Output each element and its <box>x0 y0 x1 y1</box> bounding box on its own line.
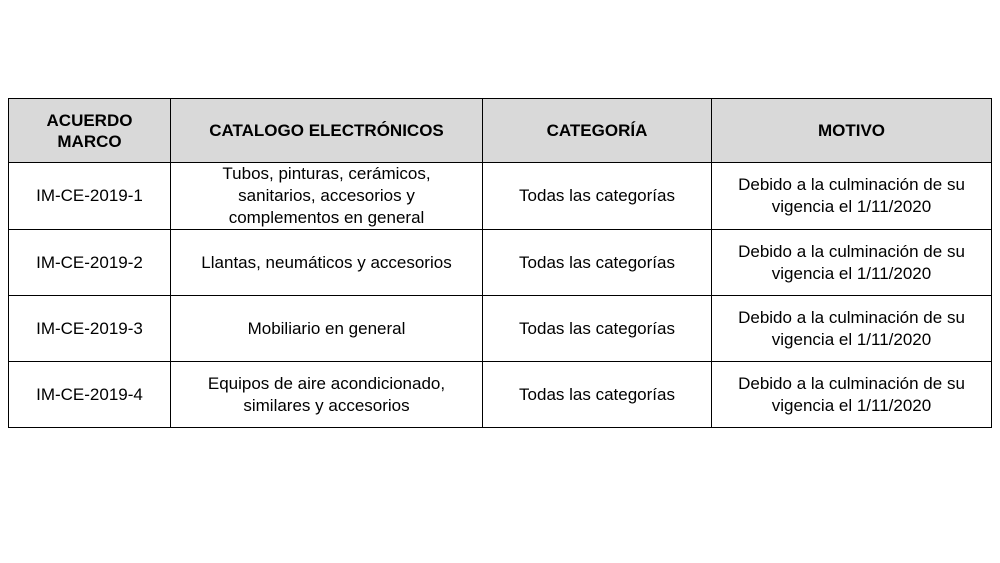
header-catalogo-electronicos: CATALOGO ELECTRÓNICOS <box>171 99 483 163</box>
table-row <box>9 362 992 428</box>
header-row <box>9 99 992 163</box>
cell-catalogo: Tubos, pinturas, cerámicos, sanitarios, accesorios y complementos en general <box>171 163 483 230</box>
header-categoria: CATEGORÍA <box>483 99 712 163</box>
table-row <box>9 230 992 296</box>
cell-categoria: Todas las categorías <box>483 296 712 362</box>
acuerdos-marco-table <box>8 98 992 428</box>
cell-catalogo: Equipos de aire acondicionado, similares y accesorios <box>171 362 483 428</box>
cell-catalogo: Mobiliario en general <box>171 296 483 362</box>
table-row <box>9 163 992 230</box>
cell-motivo: Debido a la culminación de su vigencia el 1/11/2020 <box>712 296 992 362</box>
cell-motivo: Debido a la culminación de su vigencia el 1/11/2020 <box>712 163 992 230</box>
cell-categoria: Todas las categorías <box>483 230 712 296</box>
cell-acuerdo: IM-CE-2019-4 <box>9 362 171 428</box>
table-body <box>9 163 992 428</box>
cell-categoria: Todas las categorías <box>483 362 712 428</box>
cell-motivo: Debido a la culminación de su vigencia el 1/11/2020 <box>712 362 992 428</box>
cell-motivo: Debido a la culminación de su vigencia el 1/11/2020 <box>712 230 992 296</box>
cell-categoria: Todas las categorías <box>483 163 712 230</box>
cell-catalogo: Llantas, neumáticos y accesorios <box>171 230 483 296</box>
cell-acuerdo: IM-CE-2019-3 <box>9 296 171 362</box>
cell-acuerdo: IM-CE-2019-2 <box>9 230 171 296</box>
header-acuerdo-marco: ACUERDO MARCO <box>9 99 171 163</box>
header-motivo: MOTIVO <box>712 99 992 163</box>
table-row <box>9 296 992 362</box>
table-header <box>9 99 992 163</box>
cell-acuerdo: IM-CE-2019-1 <box>9 163 171 230</box>
